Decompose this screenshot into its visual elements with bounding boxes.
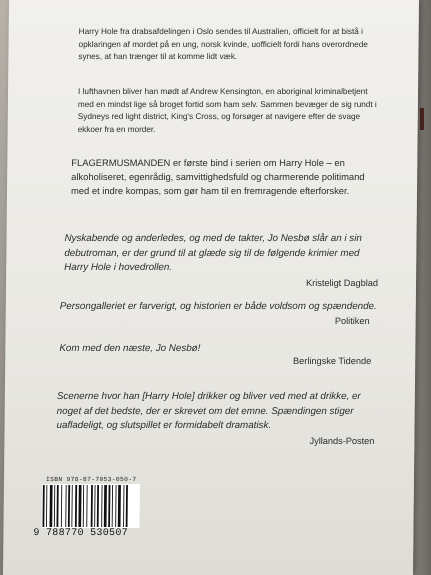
review-source-3: Berlingske Tidende — [293, 356, 372, 366]
review-quote-3: Kom med den næste, Jo Nesbø! — [59, 343, 201, 354]
barcode-bar — [123, 485, 124, 527]
barcode-bar — [118, 485, 121, 527]
barcode-bar — [42, 485, 44, 527]
barcode-bar — [78, 485, 81, 527]
barcode-bar — [83, 485, 84, 527]
barcode-bar — [94, 485, 95, 527]
review-source-4: Jyllands-Posten — [309, 436, 375, 446]
barcode-bar — [65, 485, 66, 527]
barcode-digits: 9 788770 530507 — [33, 528, 128, 539]
barcode-bar — [97, 485, 99, 527]
barcode-bar — [104, 485, 107, 527]
barcode-bar — [61, 485, 62, 527]
barcode-bar — [101, 485, 102, 527]
review-quote-2: Persongalleriet er farverigt, og historien er både voldsom og spændende. — [59, 301, 377, 312]
barcode-bar — [56, 485, 58, 527]
barcode-bar — [54, 485, 55, 527]
barcode-bar — [49, 485, 52, 527]
book-spine-tab — [420, 108, 424, 130]
barcode-bar — [86, 485, 87, 527]
barcode-bar — [46, 485, 47, 527]
barcode-bar — [108, 485, 110, 527]
barcode-bar — [71, 485, 72, 527]
barcode-bar — [126, 485, 128, 527]
barcode-bar — [91, 485, 93, 527]
barcode-bar — [68, 485, 70, 527]
book-back-cover — [3, 0, 419, 575]
review-quote-1: Nyskabende og anderledes, og med de takter, Jo Nesbø slår an i sin debutroman, er der grund til at glæde sig til de følgende krimier med Harry Hole i hovedrollen. — [64, 233, 362, 273]
synopsis-paragraph-3: FLAGERMUSMANDEN er første bind i serien om Harry Hole – en alkoholiseret, egenrådig, samvittighedsfuld og charmerende politimand med et indre kompas, som gør ham til en fremragende efterforsker. — [70, 157, 365, 196]
barcode — [41, 484, 139, 528]
isbn-label: ISBN 978-87-7053-050-7 — [45, 476, 137, 483]
synopsis-paragraph-1: Harry Hole fra drabsafdelingen i Oslo sendes til Australien, officielt for at bistå i opklaringen af mordet på en ung, norsk kvinde, uofficielt fordi hans overordnede synes, at han trænger til at komme lidt væk. — [78, 27, 368, 62]
review-source-1: Kristeligt Dagblad — [305, 278, 379, 288]
barcode-bar — [115, 485, 116, 527]
synopsis-paragraph-2: I lufthavnen bliver han mødt af Andrew Kensington, en aboriginal kriminalbetjent med en mindst lige så broget fortid som ham selv. Sammen bevæger de sig rundt i Sydneys red light district, King's Cross, og forsøger at navigere efter de svage ekkoer fra en morder. — [77, 87, 377, 134]
review-source-2: Politiken — [334, 316, 370, 326]
review-quote-4: Scenerne hvor han [Harry Hole] drikker og bliver ved med at drikke, er noget af det bedste, der er skrevet om det emne. Spændingen stiger uafladeligt, og slutspillet er formidabelt dramatisk. — [56, 391, 361, 431]
barcode-bar — [112, 485, 113, 527]
barcode-bar — [75, 485, 77, 527]
